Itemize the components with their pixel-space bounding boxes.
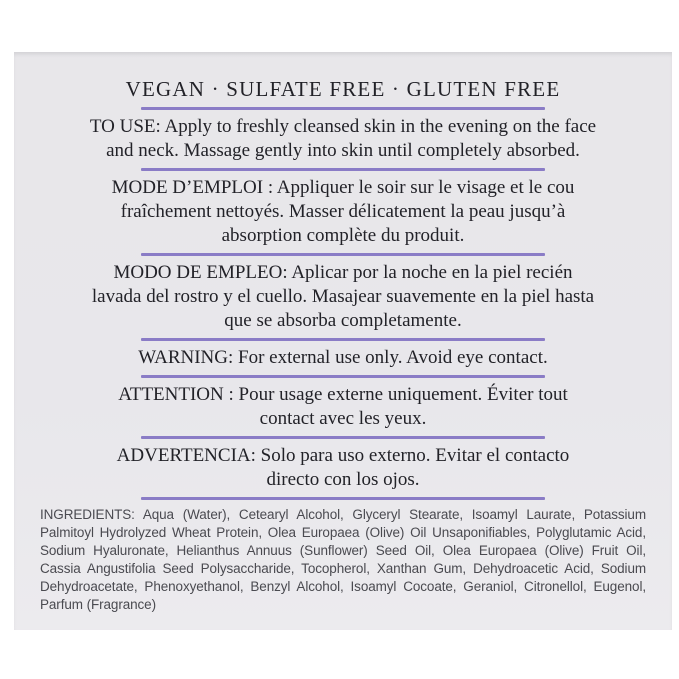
modo-de-empleo-line: que se absorba completamente. bbox=[224, 310, 462, 331]
modo-de-empleo-section bbox=[14, 261, 672, 333]
ingredients-line: INGREDIENTS: Aqua (Water), Cetearyl Alcohol, Glyceryl Stearate, Isoamyl Laurate, Potassium bbox=[40, 507, 646, 522]
claims-line: VEGAN · SULFATE FREE · GLUTEN FREE bbox=[125, 77, 561, 101]
divider-rule bbox=[141, 436, 545, 439]
mode-demploi-section bbox=[14, 176, 672, 248]
to-use-line: and neck. Massage gently into skin until completely absorbed. bbox=[106, 140, 580, 161]
divider-rule bbox=[141, 338, 545, 341]
mode-demploi-line: fraîchement nettoyés. Masser délicatement la peau jusqu’à bbox=[120, 201, 566, 222]
mode-demploi-line: MODE D’EMPLOI : Appliquer le soir sur le visage et le cou bbox=[111, 177, 575, 198]
ingredients-line: Palmitoyl Hydrolyzed Wheat Protein, Olea Europaea (Olive) Oil Unsaponifiables, Polyglutamic Acid, bbox=[40, 525, 646, 540]
advertencia-line: directo con los ojos. bbox=[266, 469, 420, 490]
to-use-section bbox=[14, 115, 672, 163]
warning-line: WARNING: For external use only. Avoid eye contact. bbox=[138, 347, 548, 368]
product-back-label bbox=[14, 52, 672, 630]
divider-rule bbox=[141, 375, 545, 378]
modo-de-empleo-line: MODO DE EMPLEO: Aplicar por la noche en la piel recién bbox=[113, 262, 573, 283]
ingredients-line: Dehydroacetate, Phenoxyethanol, Benzyl Alcohol, Isoamyl Cocoate, Geraniol, Citronellol, Eugenol, bbox=[40, 579, 646, 594]
mode-demploi-line: absorption complète du produit. bbox=[221, 225, 465, 246]
attention-line: contact avec les yeux. bbox=[259, 408, 427, 429]
advertencia-line: ADVERTENCIA: Solo para uso externo. Evitar el contacto bbox=[116, 445, 570, 466]
divider-rule bbox=[141, 497, 545, 500]
ingredients-line: Parfum (Fragrance) bbox=[40, 597, 156, 612]
divider-rule bbox=[141, 253, 545, 256]
divider-rule bbox=[141, 168, 545, 171]
ingredients-line: Sodium Hyaluronate, Helianthus Annuus (Sunflower) Seed Oil, Olea Europaea (Olive) Fruit Oil, bbox=[40, 543, 646, 558]
to-use-line: TO USE: Apply to freshly cleansed skin in the evening on the face bbox=[89, 116, 597, 137]
warning-section bbox=[14, 346, 672, 370]
advertencia-section bbox=[14, 444, 672, 492]
ingredients-line: Cassia Angustifolia Seed Polysaccharide, Tocopherol, Xanthan Gum, Dehydroacetic Acid, Sodium bbox=[40, 561, 646, 576]
modo-de-empleo-line: lavada del rostro y el cuello. Masajear suavemente en la piel hasta bbox=[91, 286, 595, 307]
ingredients-section bbox=[14, 506, 672, 614]
divider-rule bbox=[141, 107, 545, 110]
attention-section bbox=[14, 383, 672, 431]
attention-line: ATTENTION : Pour usage externe uniquement. Éviter tout bbox=[118, 384, 568, 405]
